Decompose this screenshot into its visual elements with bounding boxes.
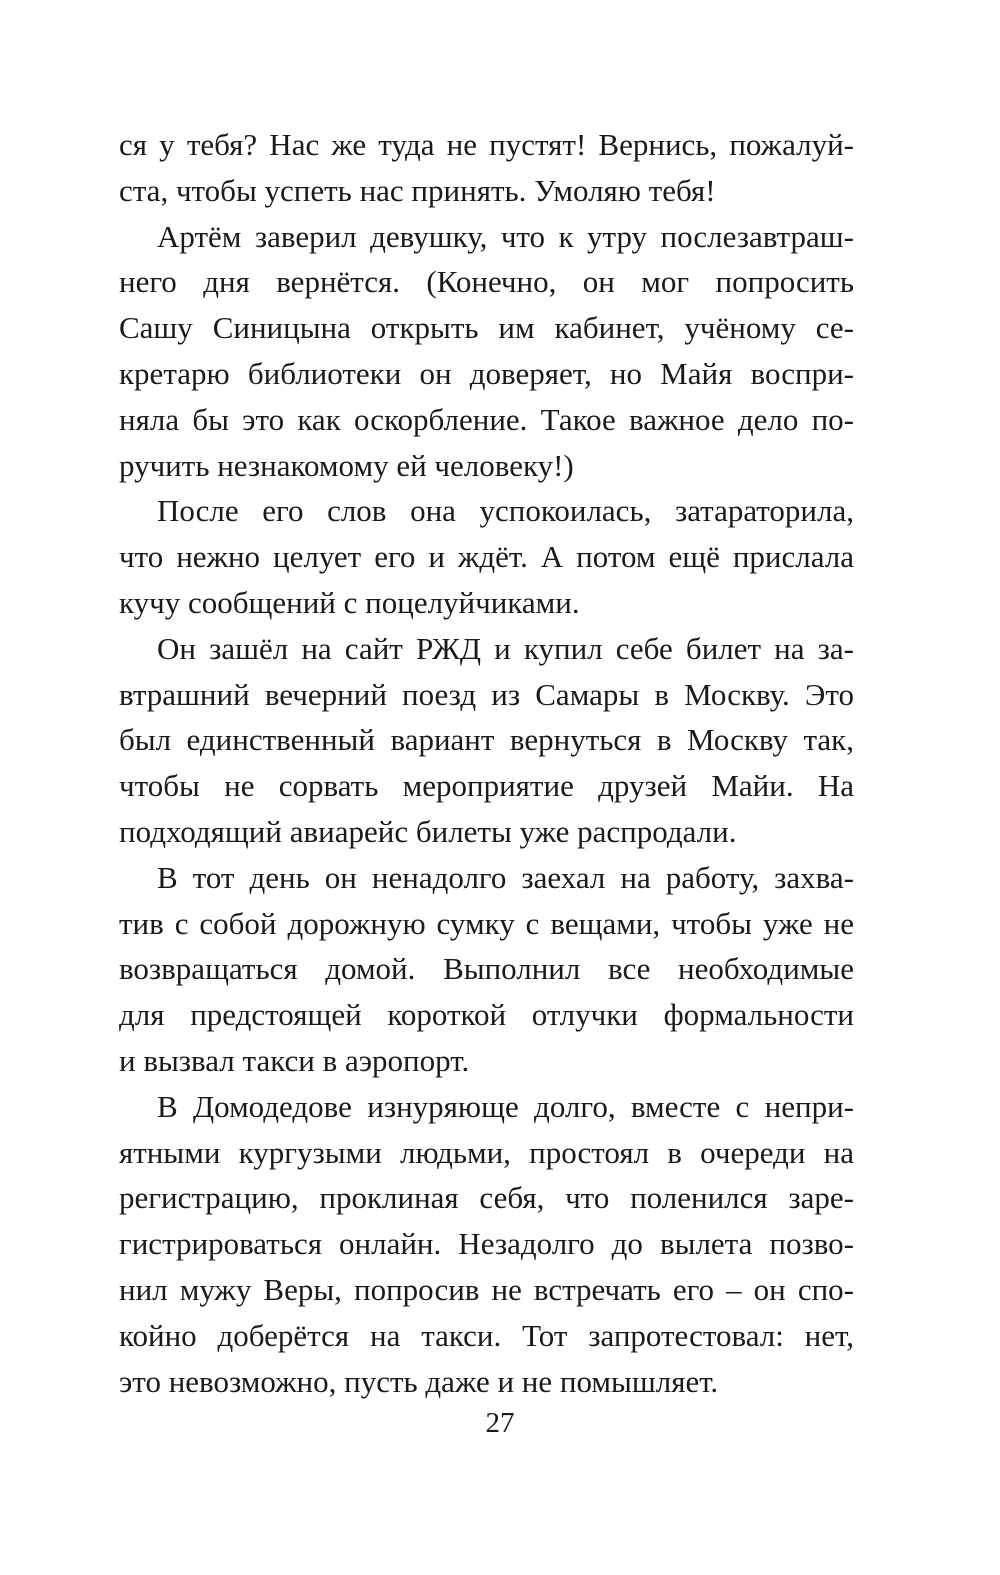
text-line: подходящий авиарейс билеты уже распродали. xyxy=(119,813,737,849)
text-line: Сашу Синицына открыть им кабинет, учёному се- xyxy=(119,310,854,346)
text-line: и вызвал такси в аэропорт. xyxy=(119,1042,470,1078)
text-line: тив с собой дорожную сумку с вещами, чтобы уже не xyxy=(119,905,854,941)
text-line: для предстоящей короткой отлучки формальности xyxy=(119,997,854,1033)
text-line: В тот день он ненадолго заехал на работу, захва- xyxy=(157,859,854,895)
text-line: был единственный вариант вернуться в Москву так, xyxy=(119,722,854,758)
text-line: гистрироваться онлайн. Незадолго до вылета позво- xyxy=(119,1226,854,1262)
text-line: кучу сообщений с поцелуйчиками. xyxy=(119,584,580,620)
text-line: это невозможно, пусть даже и не помышляет. xyxy=(119,1363,719,1399)
text-line: няла бы это как оскорбление. Такое важное дело по- xyxy=(119,401,854,437)
text-line: что нежно целует его и ждёт. А потом ещё прислала xyxy=(119,539,854,575)
text-line: В Домодедове изнуряюще долго, вместе с непри- xyxy=(157,1088,854,1124)
text-line: ручить незнакомому ей человеку!) xyxy=(119,447,574,483)
text-line: регистрацию, проклиная себя, что поленился заре- xyxy=(119,1180,854,1216)
text-line: кретарю библиотеки он доверяет, но Майя воспри- xyxy=(119,355,854,391)
text-line: Он зашёл на сайт РЖД и купил себе билет на за- xyxy=(157,630,854,666)
text-line: ся у тебя? Нас же туда не пустят! Вернись, пожалуй- xyxy=(119,127,854,162)
text-line: После его слов она успокоилась, затараторила, xyxy=(157,493,854,529)
text-line: него дня вернётся. (Конечно, он мог попросить xyxy=(119,264,854,300)
text-line: чтобы не сорвать мероприятие друзей Майи. На xyxy=(119,768,854,804)
text-line: Артём заверил девушку, что к утру послезавтраш- xyxy=(157,218,854,254)
text-line: нил мужу Веры, попросив не встречать его – он спо- xyxy=(119,1271,854,1307)
text-line: койно доберётся на такси. Тот запротестовал: нет, xyxy=(119,1317,854,1353)
text-line: возвращаться домой. Выполнил все необходимые xyxy=(119,951,854,987)
text-line: ста, чтобы успеть нас принять. Умоляю тебя! xyxy=(119,172,716,208)
text-line: ятными кургузыми людьми, простоял в очереди на xyxy=(119,1134,854,1170)
body-text xyxy=(119,122,854,1404)
page-number: 27 xyxy=(485,1407,515,1439)
text-line: втрашний вечерний поезд из Самары в Москву. Это xyxy=(119,676,854,712)
